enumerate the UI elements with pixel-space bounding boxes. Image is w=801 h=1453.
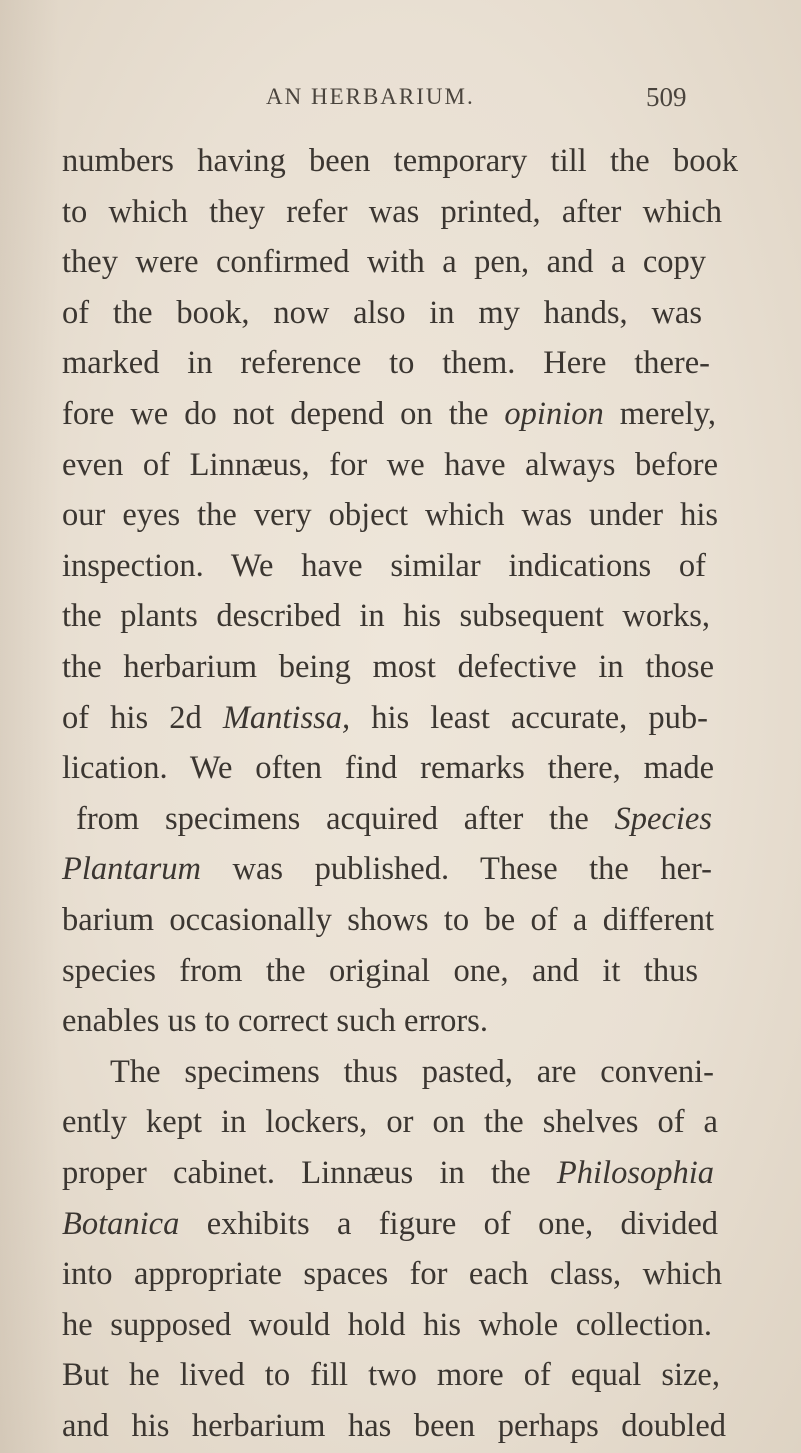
text-line: Plantarum was published. These the her- [62, 851, 712, 888]
italic-word: Philosophia [556, 1155, 714, 1191]
italic-word: Species [614, 800, 712, 837]
text-line: from specimens acquired after the Species [76, 800, 712, 837]
italic-word: Botanica [62, 1205, 180, 1242]
italic-word: Mantissa, [222, 699, 351, 736]
text-line: into appropriate spaces for each class, which [62, 1256, 722, 1293]
running-head-title: AN HERBARIUM. [266, 84, 475, 109]
text-line: our eyes the very object which was under his [62, 497, 718, 534]
text-line: species from the original one, and it thus [62, 952, 698, 989]
text-line: marked in reference to them. Here there- [62, 345, 710, 382]
text-line: The specimens thus pasted, are conveni- [110, 1053, 714, 1090]
text-line: of his 2d Mantissa, his least accurate, pub- [62, 699, 708, 736]
text-line: numbers having been temporary till the book [62, 143, 738, 179]
text-line: lication. We often find remarks there, made [62, 750, 714, 787]
text-line: inspection. We have similar indications of [62, 547, 706, 584]
page-gutter-shadow [0, 0, 60, 1453]
text-line: of the book, now also in my hands, was [62, 294, 702, 331]
text-line: the plants described in his subsequent works, [62, 598, 710, 635]
text-line: Botanica exhibits a figure of one, divided [62, 1205, 718, 1242]
text-line: the herbarium being most defective in those [62, 649, 714, 685]
text-line: barium occasionally shows to be of a different [62, 902, 714, 938]
italic-word: opinion [504, 396, 604, 432]
text-line: they were confirmed with a pen, and a copy [62, 244, 706, 281]
italic-word: Plantarum [62, 851, 202, 888]
running-head [0, 76, 801, 116]
text-line: even of Linnæus, for we have always before [62, 446, 718, 483]
text-line: he supposed would hold his whole collection. [62, 1306, 712, 1343]
text-line: fore we do not depend on the opinion merely, [62, 396, 716, 432]
text-line: proper cabinet. Linnæus in the Philosophia [62, 1155, 714, 1191]
text-line: to which they refer was printed, after which [62, 193, 722, 230]
text-line: But he lived to fill two more of equal size, [62, 1357, 720, 1394]
page-number: 509 [646, 82, 687, 112]
text-line: ently kept in lockers, or on the shelves of a [62, 1104, 718, 1141]
text-line: enables us to correct such errors. [62, 1003, 488, 1040]
text-line: and his herbarium has been perhaps doubled [62, 1408, 726, 1444]
